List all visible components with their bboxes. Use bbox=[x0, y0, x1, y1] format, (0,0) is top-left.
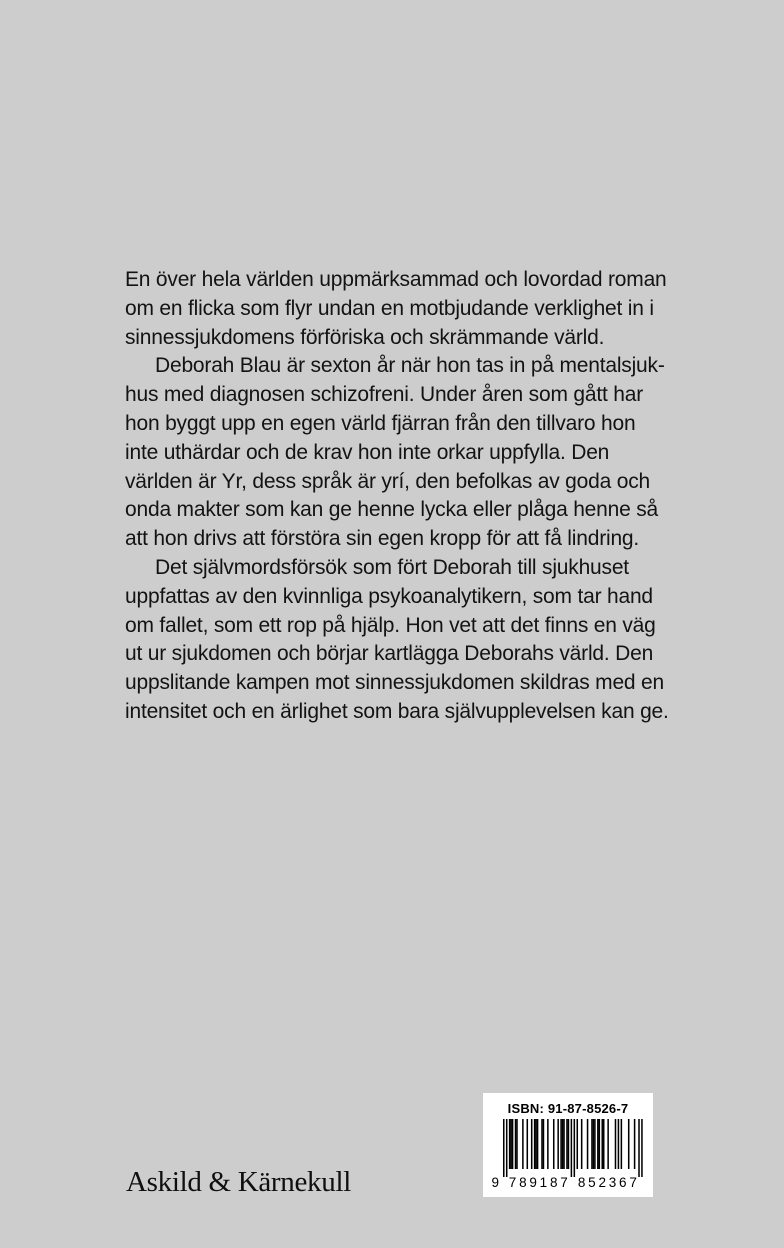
blurb-line: att hon drivs att förstöra sin egen kropp för att få lindring. bbox=[125, 527, 640, 551]
svg-text:8: 8 bbox=[577, 1175, 586, 1190]
svg-text:7: 7 bbox=[560, 1175, 568, 1190]
blurb-line: En över hela världen uppmärksammad och lovordad roman bbox=[125, 268, 667, 291]
blurb-line: Det självmordsförsök som fört Deborah till sjukhuset bbox=[155, 555, 629, 579]
svg-text:8: 8 bbox=[549, 1175, 558, 1190]
blurb-line: Deborah Blau är sexton år när hon tas in på mentalsjuk- bbox=[155, 354, 665, 378]
blurb-line: hus med diagnosen schizofreni. Under åren som gått har bbox=[125, 383, 643, 407]
barcode-panel bbox=[483, 1093, 653, 1197]
blurb-line: uppfattas av den kvinnliga psykoanalytikern, som tar hand bbox=[125, 584, 653, 608]
blurb-line: uppslitande kampen mot sinnessjukdomen skildras med en bbox=[125, 671, 664, 695]
blurb-line: onda makter som kan ge henne lycka eller plåga henne så bbox=[125, 498, 659, 522]
blurb-line: hon byggt upp en egen värld fjärran från den tillvaro hon bbox=[125, 411, 636, 435]
blurb bbox=[125, 266, 673, 727]
blurb-line: sinnessjukdomens förföriska och skrämmande värld. bbox=[125, 325, 605, 349]
svg-text:3: 3 bbox=[608, 1175, 617, 1190]
blurb-line: inte uthärdar och de krav hon inte orkar uppfylla. Den bbox=[125, 440, 610, 464]
svg-text:9: 9 bbox=[491, 1175, 499, 1190]
blurb-line: ut ur sjukdomen och börjar kartlägga Deborahs värld. Den bbox=[125, 642, 654, 666]
svg-text:7: 7 bbox=[629, 1175, 637, 1190]
ean13-barcode bbox=[483, 1119, 653, 1193]
svg-text:5: 5 bbox=[588, 1175, 596, 1190]
svg-text:7: 7 bbox=[508, 1175, 517, 1190]
svg-text:1: 1 bbox=[539, 1175, 548, 1190]
blurb-line: om en flicka som flyr undan en motbjudande verklighet in i bbox=[125, 296, 654, 320]
blurb-line: världen är Yr, dess språk är yrí, den befolkas av goda och bbox=[125, 469, 650, 493]
blurb-line: om fallet, som ett rop på hjälp. Hon vet att det finns en väg bbox=[125, 613, 656, 637]
svg-text:9: 9 bbox=[529, 1175, 537, 1190]
svg-text:2: 2 bbox=[598, 1175, 606, 1190]
svg-text:8: 8 bbox=[519, 1175, 527, 1190]
blurb-line: intensitet och en ärlighet som bara självupplevelsen kan ge. bbox=[125, 699, 669, 723]
svg-text:6: 6 bbox=[619, 1175, 627, 1190]
isbn-label: ISBN: 91-87-8526-7 bbox=[507, 1101, 629, 1116]
publisher-name: Askild & Kärnekull bbox=[126, 1166, 351, 1198]
